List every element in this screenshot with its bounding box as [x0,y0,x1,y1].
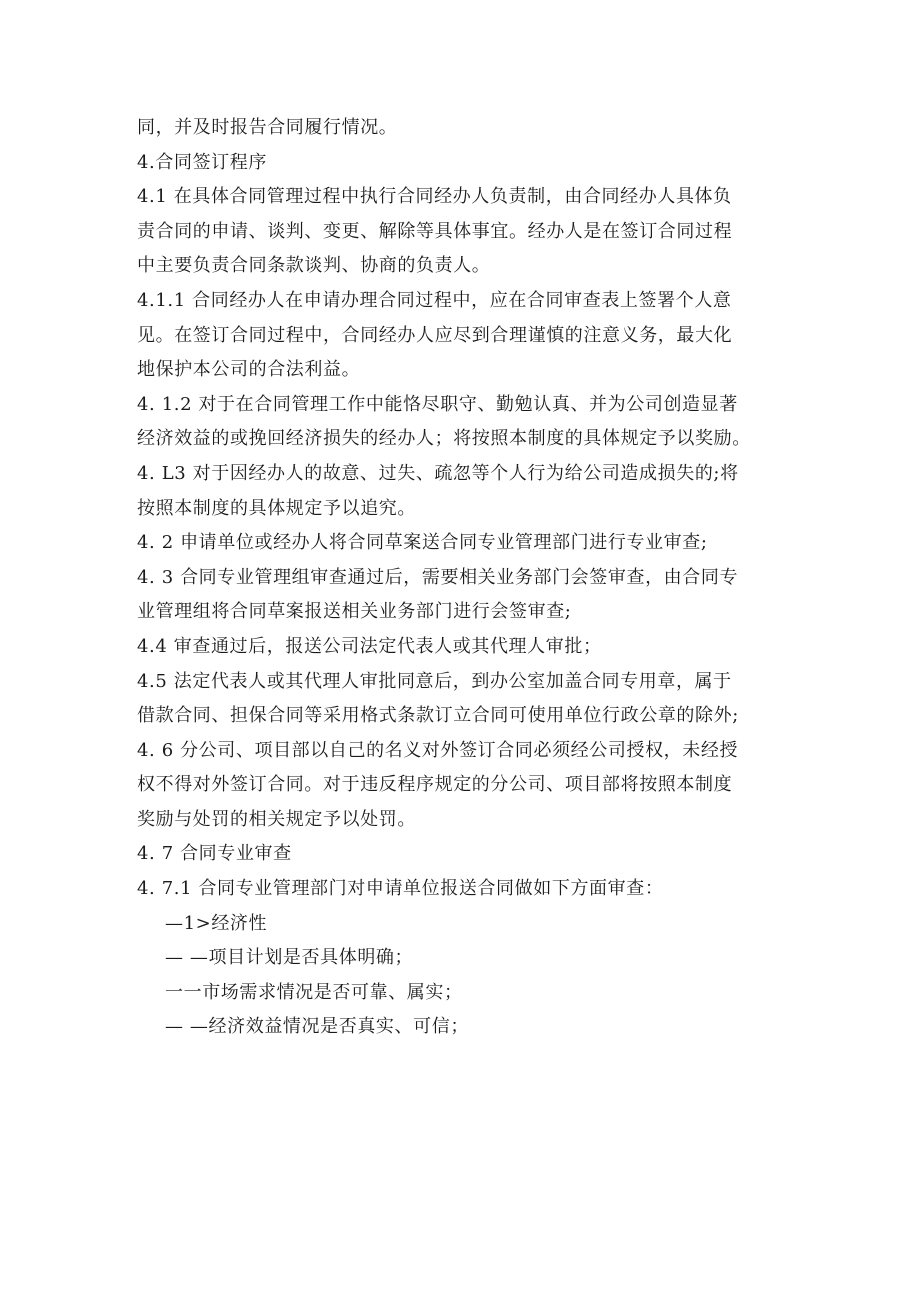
section-heading: 4. 7 合同专业审查 [137,843,292,865]
text-line: 4.5 法定代表人或其代理人审批同意后，到办公室加盖合同专用章，属于 [137,670,732,692]
text-line: 4.1.1 合同经办人在申请办理合同过程中，应在合同审查表上签署个人意 [137,289,732,311]
text-line: 4. L3 对于因经办人的故意、过失、疏忽等个人行为给公司造成损失的;将 [137,462,739,484]
text-line: 见。在签订合同过程中，合同经办人应尽到合理谨慎的注意义务，最大化 [137,324,733,346]
text-line: 4. 1.2 对于在合同管理工作中能恪尽职守、勤勉认真、并为公司创造显著 [137,393,738,415]
text-line: 4. 7.1 合同专业管理部门对申请单位报送合同做如下方面审查： [137,878,664,900]
text-line: 4.4 审查通过后，报送公司法定代表人或其代理人审批； [137,635,602,657]
text-line: 按照本制度的具体规定予以追究。 [137,497,416,519]
text-line: 奖励与处罚的相关规定予以处罚。 [137,808,416,830]
text-line: 权不得对外签订合同。对于违反程序规定的分公司、项目部将按照本制度 [137,774,733,796]
list-item: — —项目计划是否具体明确； [165,947,414,969]
text-line: 地保护本公司的合法利益。 [137,359,361,381]
text-line: 4. 3 合同专业管理组审查通过后，需要相关业务部门会签审查，由合同专 [137,566,739,588]
text-line: 4.1 在具体合同管理过程中执行合同经办人负责制，由合同经办人具体负 [137,186,732,208]
text-line: 同，并及时报告合同履行情况。 [137,117,398,138]
text-line: 经济效益的或挽回经济损失的经办人；将按照本制度的具体规定予以奖励。 [137,428,751,450]
list-item: — —经济效益情况是否真实、可信； [165,1016,469,1038]
section-heading: 4.合同签订程序 [137,151,267,173]
text-line: 借款合同、担保合同等采用格式条款订立合同可使用单位行政公章的除外; [137,705,739,727]
text-line: 4. 6 分公司、项目部以自己的名义对外签订合同必须经公司授权，未经授 [137,739,739,761]
list-item: —1>经济性 [165,912,268,934]
document-body [137,111,807,1045]
text-line: 业管理组将合同草案报送相关业务部门进行会签审查; [137,601,572,623]
text-line: 中主要负责合同条款谈判、协商的负责人。 [137,255,491,277]
text-line: 4. 2 申请单位或经办人将合同草案送合同专业管理部门进行专业审查; [137,532,708,554]
list-item: 一一市场需求情况是否可靠、属实； [165,981,463,1003]
text-line: 责合同的申请、谈判、变更、解除等具体事宜。经办人是在签订合同过程 [137,220,733,242]
